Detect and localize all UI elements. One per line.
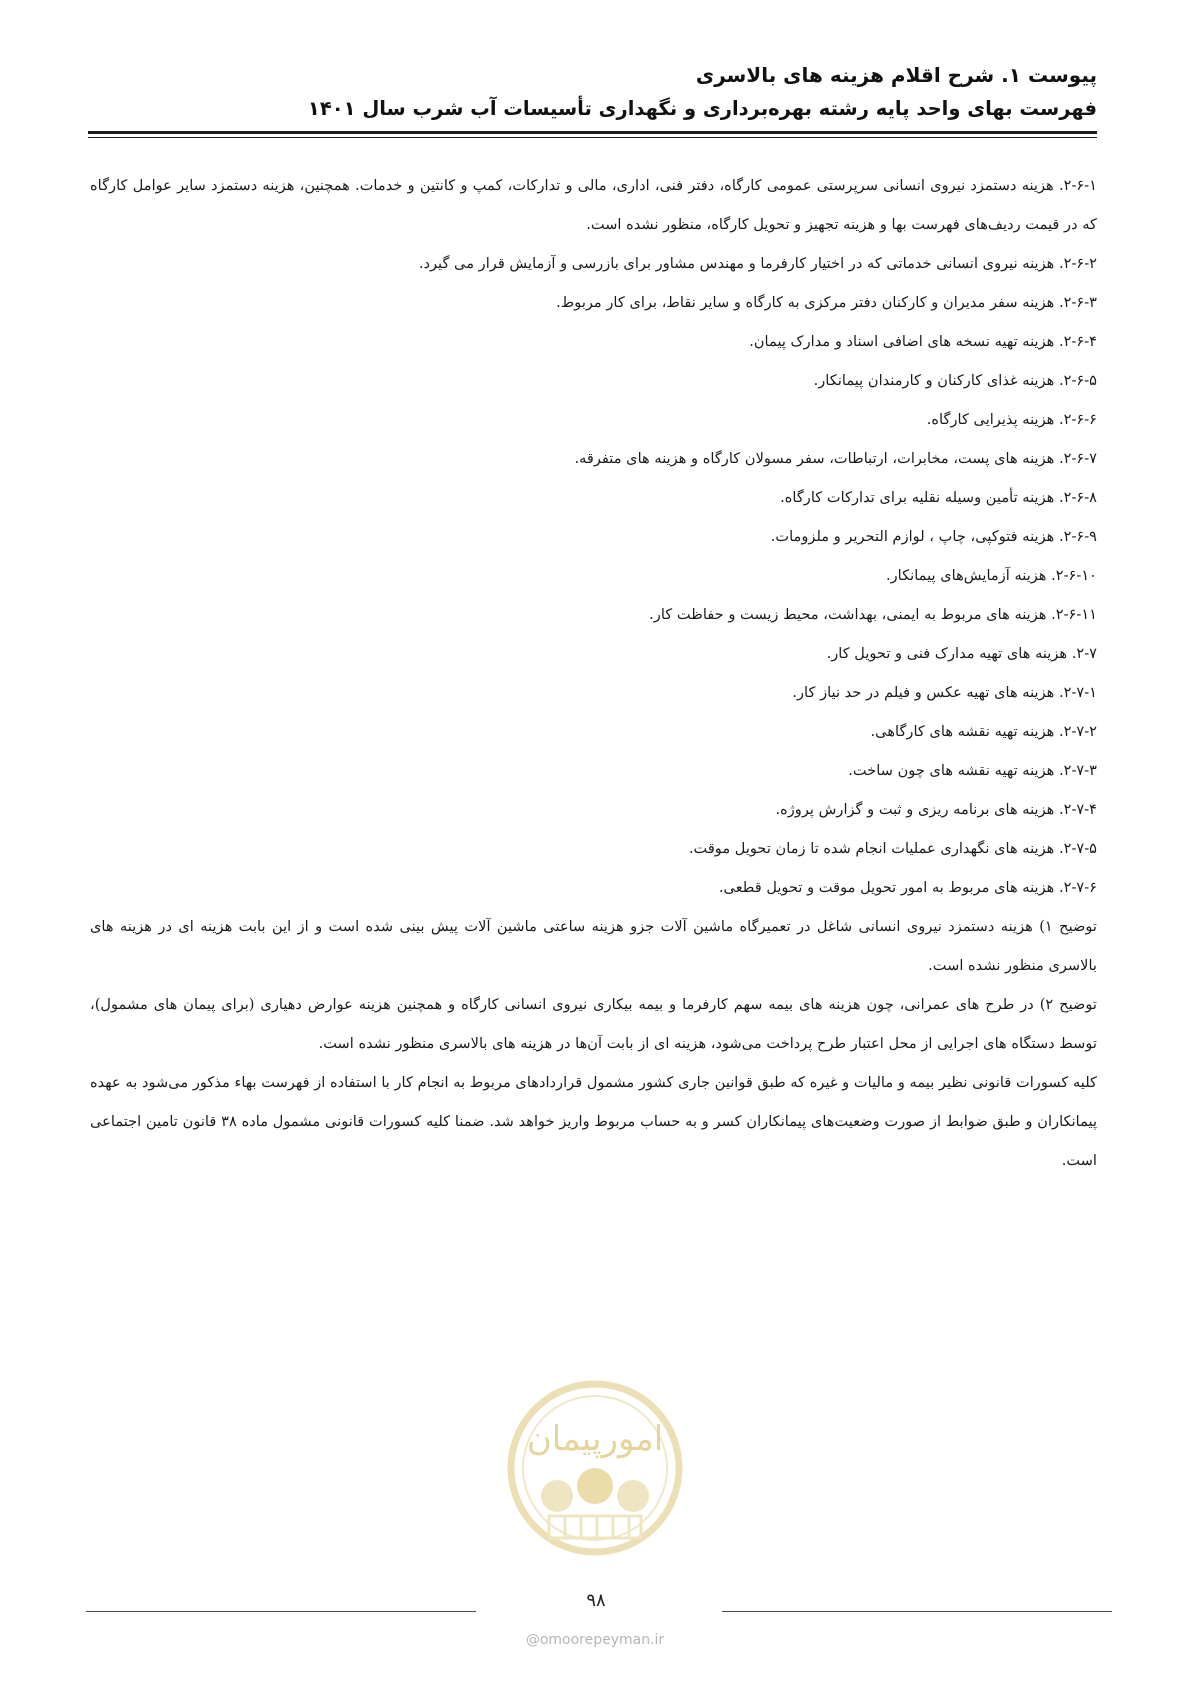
watermark-seal-icon bbox=[505, 1378, 685, 1558]
watermark-text: امورپیمان bbox=[526, 1419, 664, 1459]
paragraph-2-7-5: ۲-۷-۵. هزینه های نگهداری عملیات انجام شده تا زمان تحویل موقت. bbox=[688, 840, 1097, 857]
note-1: توضیح ۱) هزینه دستمزد نیروی انسانی شاغل در تعمیرگاه ماشین آلات جزو هزینه ساعتی ماشین آلات پیش بینی شده است و از این بابت هزینه ای در هزینه های بالاسری منظور نشده است. bbox=[90, 918, 1097, 974]
paragraph-2-7-4: ۲-۷-۴. هزینه های برنامه ریزی و ثبت و گزارش پروژه. bbox=[775, 801, 1097, 818]
paragraph-2-6-7: ۲-۶-۷. هزینه های پست، مخابرات، ارتباطات، سفر مسولان کارگاه و هزینه های متفرقه. bbox=[574, 450, 1097, 467]
footer-website: @omoorepeyman.ir bbox=[525, 1632, 665, 1648]
paragraph-2-6-1: ۲-۶-۱. هزینه دستمزد نیروی انسانی سرپرستی عمومی کارگاه، دفتر فنی، اداری، مالی و تدارکات، کمپ و کانتین و خدمات. همچنین، هزینه دستمزد سایر عوامل کارگاه که در قیمت ردیف‌های فهرست بها و هزینه تجهیز و تحویل کارگاه، منظور نشده است. bbox=[90, 177, 1097, 233]
header-rule-thick bbox=[88, 131, 1097, 134]
paragraph-2-6-9: ۲-۶-۹. هزینه فتوکپی، چاپ ، لوازم التحریر و ملزومات. bbox=[770, 528, 1097, 545]
footer-rule-left bbox=[86, 1611, 476, 1612]
paragraph-2-6-6: ۲-۶-۶. هزینه پذیرایی کارگاه. bbox=[926, 411, 1097, 428]
watermark-logo bbox=[505, 1378, 685, 1558]
header-subtitle: فهرست بهای واحد پایه رشته بهره‌برداری و نگهداری تأسیسات آب شرب سال ۱۴۰۱ bbox=[307, 97, 1097, 120]
footer-rule-right bbox=[722, 1611, 1112, 1612]
paragraph-2-6-4: ۲-۶-۴. هزینه تهیه نسخه های اضافی اسناد و مدارک پیمان. bbox=[749, 333, 1097, 350]
paragraph-2-6-8: ۲-۶-۸. هزینه تأمین وسیله نقلیه برای تدارکات کارگاه. bbox=[780, 489, 1097, 506]
paragraph-2-6-11: ۲-۶-۱۱. هزینه های مربوط به ایمنی، بهداشت، محیط زیست و حفاظت کار. bbox=[649, 606, 1097, 623]
legal-deductions-paragraph: کلیه کسورات قانونی نظیر بیمه و مالیات و غیره که طبق قوانین جاری کشور مشمول قراردادهای مربوط به انجام کار با استفاده از فهرست بهاء مذکور می‌شود به عهده پیمانکاران و طبق ضوابط از صورت وضعیت‌های پیمانکاران کسر و به حساب مربوط واریز خواهد شد. ضمنا کلیه کسورات قانونی مشمول ماده ۳۸ قانون تامین اجتماعی است. bbox=[90, 1074, 1098, 1169]
note-2: توضیح ۲) در طرح های عمرانی، چون هزینه های بیمه سهم کارفرما و بیمه بیکاری نیروی انسانی کارگاه و همچنین هزینه عوارض دهیاری (برای پیمان های مشمول)، توسط دستگاه های اجرایی از محل اعتبار طرح پرداخت می‌شود، هزینه ای از بابت آن‌ها در هزینه های بالاسری منظور نشده است. bbox=[90, 996, 1097, 1052]
paragraph-2-6-3: ۲-۶-۳. هزینه سفر مدیران و کارکنان دفتر مرکزی به کارگاه و سایر نقاط، برای کار مربوط. bbox=[556, 294, 1097, 311]
paragraph-2-6-5: ۲-۶-۵. هزینه غذای کارکنان و کارمندان پیمانکار. bbox=[813, 372, 1097, 389]
paragraph-2-7-6: ۲-۷-۶. هزینه های مربوط به امور تحویل موقت و تحویل قطعی. bbox=[718, 879, 1097, 896]
paragraph-2-7-2: ۲-۷-۲. هزینه تهیه نقشه های کارگاهی. bbox=[870, 723, 1097, 740]
paragraph-2-7: ۲-۷. هزینه های تهیه مدارک فنی و تحویل کار. bbox=[826, 645, 1097, 662]
header-rule-thin bbox=[88, 137, 1097, 138]
paragraph-2-6-2: ۲-۶-۲. هزینه نیروی انسانی خدماتی که در اختیار کارفرما و مهندس مشاور برای بازرسی و آزمایش قرار می گیرد. bbox=[418, 255, 1097, 272]
paragraph-2-6-10: ۲-۶-۱۰. هزینه آزمایش‌های پیمانکار. bbox=[885, 567, 1097, 584]
paragraph-2-7-3: ۲-۷-۳. هزینه تهیه نقشه های چون ساخت. bbox=[848, 762, 1097, 779]
page-header bbox=[94, 58, 1097, 126]
page-number: ۹۸ bbox=[586, 1590, 606, 1611]
paragraph-2-7-1: ۲-۷-۱. هزینه های تهیه عکس و فیلم در حد نیاز کار. bbox=[792, 684, 1097, 701]
header-title: پیوست ۱. شرح اقلام هزینه های بالاسری bbox=[695, 63, 1097, 87]
document-body bbox=[90, 166, 1097, 1180]
